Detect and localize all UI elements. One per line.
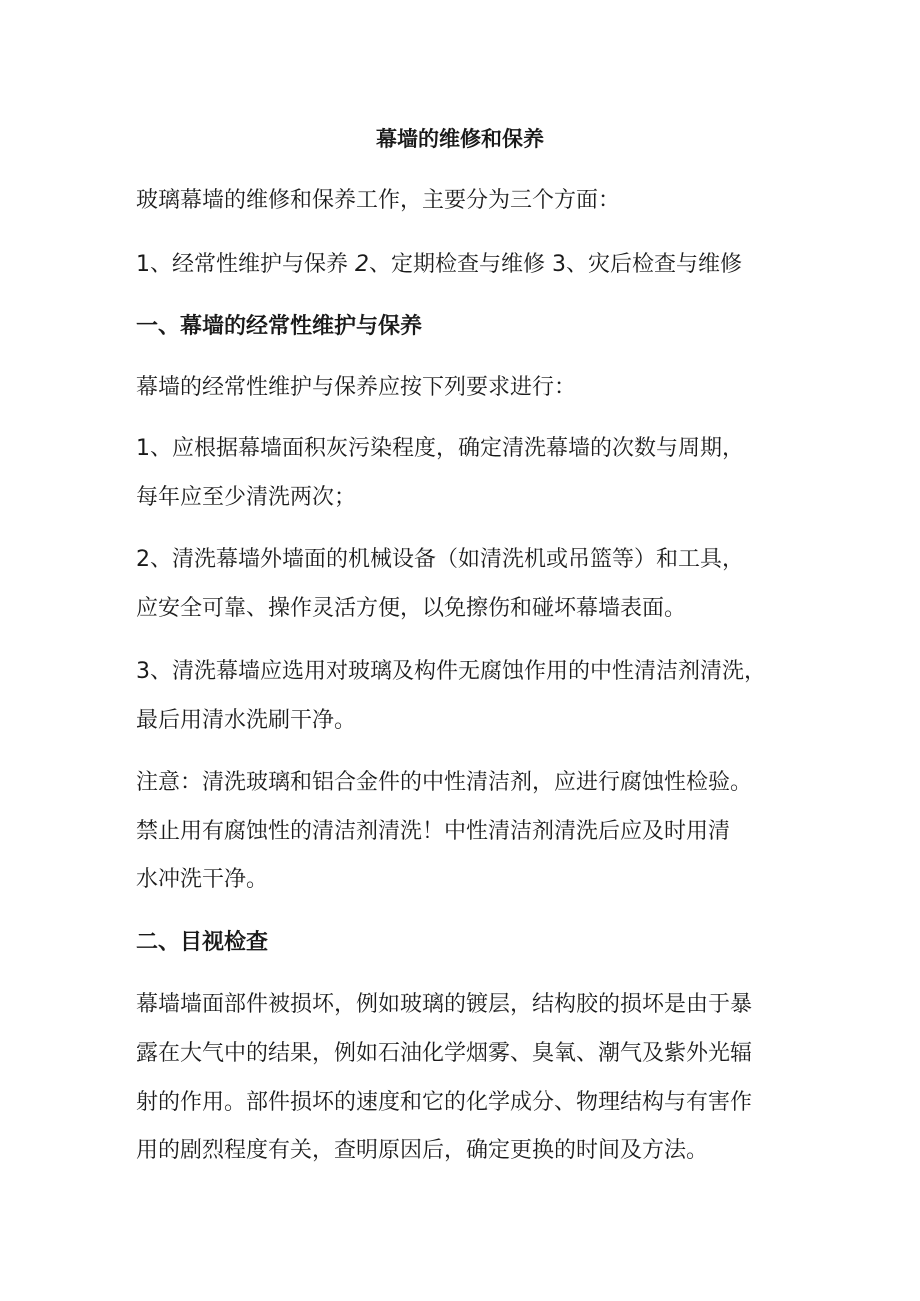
note-line2: 禁止用有腐蚀性的清洁剂清洗！中性清洁剂清洗后应及时用清 <box>136 819 731 844</box>
section2-para-line1: 幕墙墙面部件被损坏，例如玻璃的镀层，结构胶的损坏是由于暴 <box>136 992 753 1017</box>
item2-line2: 应安全可靠、操作灵活方便，以免擦伤和碰坏幕墙表面。 <box>136 596 687 621</box>
section1-heading: 一、幕墙的经常性维护与保养 <box>136 314 423 339</box>
intro-text: 玻璃幕墙的维修和保养工作，主要分为三个方面： <box>136 188 621 213</box>
document-title: 幕墙的维修和保养 <box>376 127 544 151</box>
item1-line1: 1、应根据幕墙面积灰污染程度，确定清洗幕墙的次数与周期， <box>136 436 744 461</box>
note-line1: 注意：清洗玻璃和铝合金件的中性清洁剂，应进行腐蚀性检验。 <box>136 770 753 795</box>
section2-para-line2: 露在大气中的结果，例如石油化学烟雾、臭氧、潮气及紫外光辐 <box>136 1041 753 1066</box>
section2-para-line3: 射的作用。部件损坏的速度和它的化学成分、物理结构与有害作 <box>136 1090 753 1115</box>
aspect-two-number: 2 <box>355 252 369 277</box>
note-line3: 水冲洗干净。 <box>136 867 269 892</box>
item1-line2: 每年应至少清洗两次； <box>136 485 357 510</box>
aspect-two-three: 、定期检查与维修 3、灾后检查与维修 <box>369 252 742 277</box>
item3-line2: 最后用清水洗刷干净。 <box>136 708 357 733</box>
aspects-line <box>136 250 742 280</box>
aspect-one: 1、经常性维护与保养 <box>136 252 355 277</box>
section2-heading: 二、目视检查 <box>136 930 269 955</box>
section2-para-line4: 用的剧烈程度有关，查明原因后，确定更换的时间及方法。 <box>136 1138 709 1163</box>
item3-line1: 3、清洗幕墙应选用对玻璃及构件无腐蚀作用的中性清洁剂清洗， <box>136 659 766 684</box>
section1-lead: 幕墙的经常性维护与保养应按下列要求进行： <box>136 375 577 400</box>
item2-line1: 2、清洗幕墙外墙面的机械设备（如清洗机或吊篮等）和工具， <box>136 547 744 572</box>
